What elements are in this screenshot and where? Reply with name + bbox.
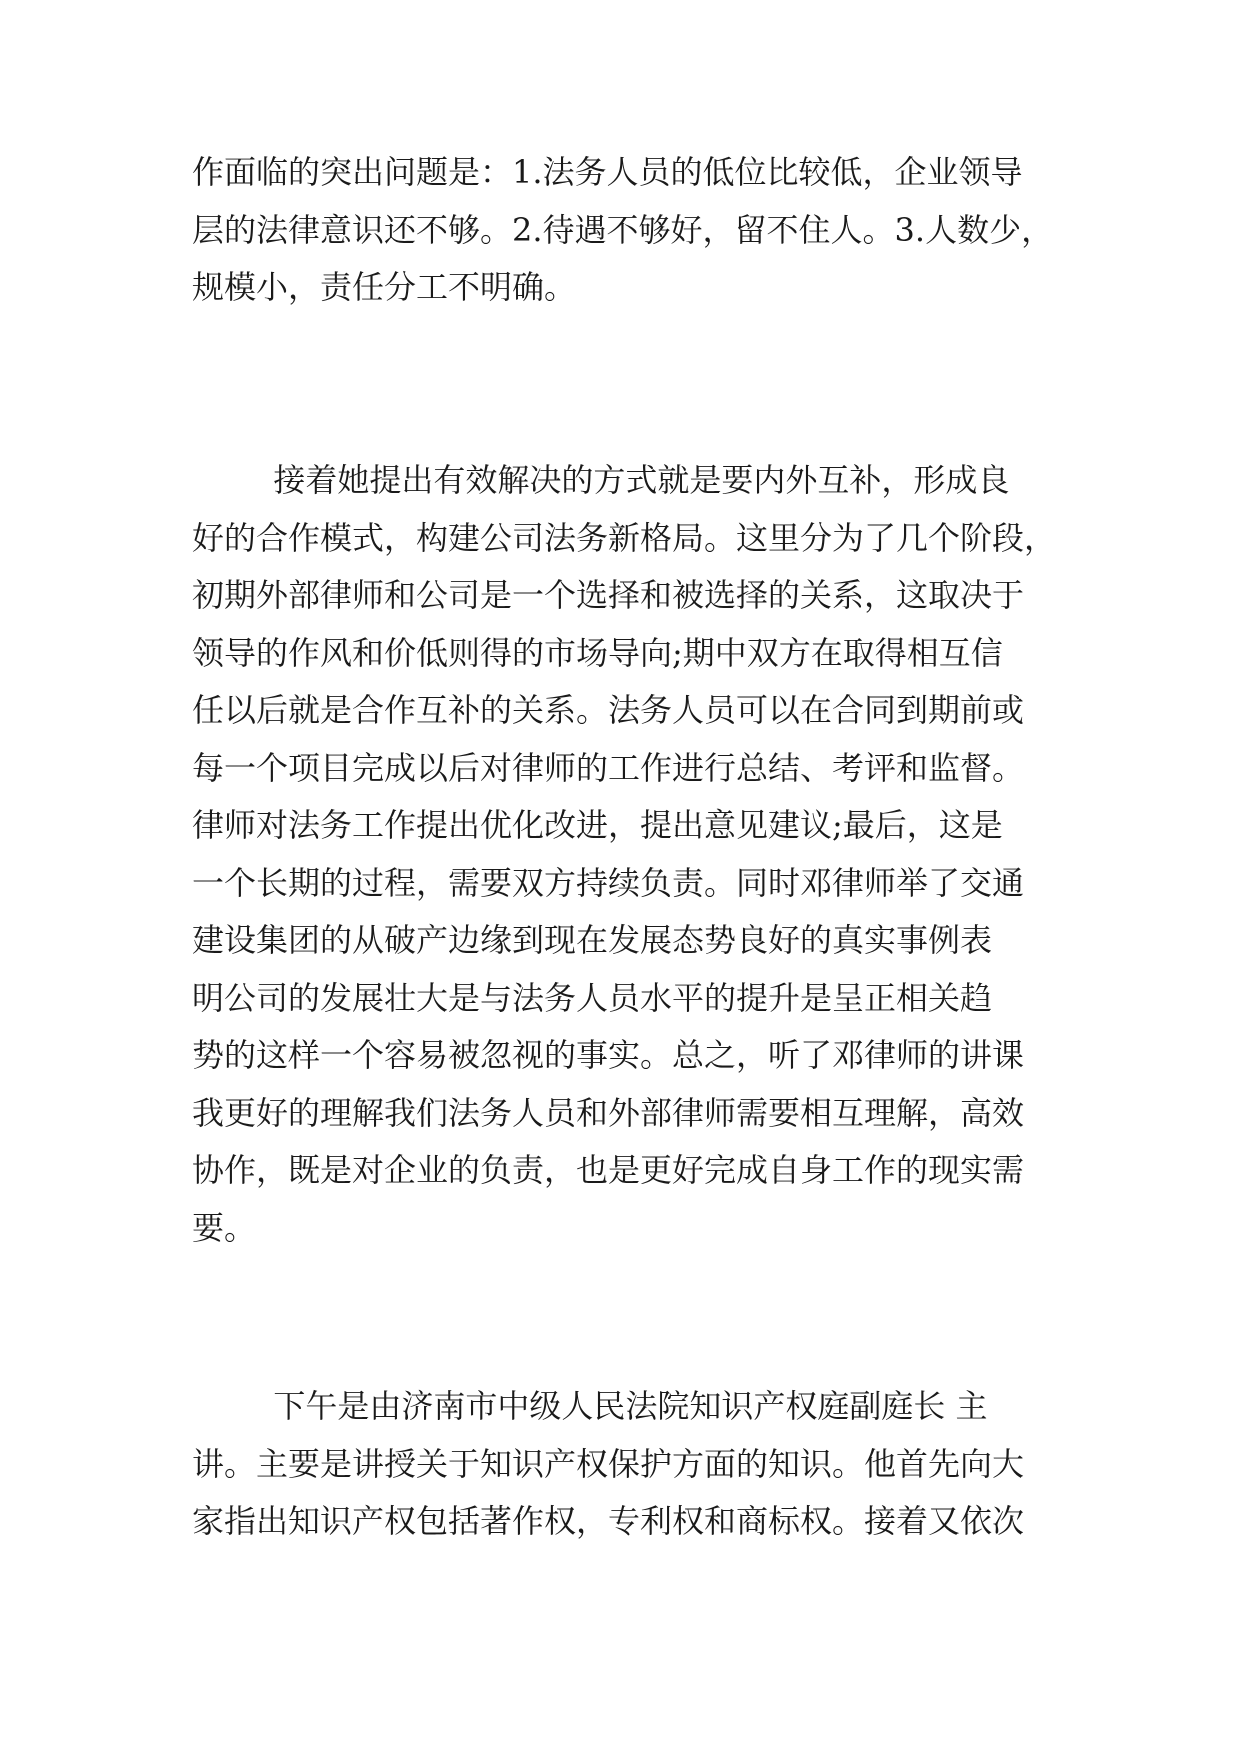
text-line: 作面临的突出问题是：1.法务人员的低位比较低，企业领导 [192, 153, 1023, 191]
text-line: 规模小，责任分工不明确。 [192, 268, 577, 306]
text-line: 势的这样一个容易被忽视的事实。总之，听了邓律师的讲课 [192, 1036, 1025, 1074]
paragraph-3 [192, 1378, 1052, 1551]
text-line: 初期外部律师和公司是一个选择和被选择的关系，这取决于 [192, 576, 1025, 614]
text-line: 好的合作模式，构建公司法务新格局。这里分为了几个阶段， [192, 518, 1057, 557]
text-line: 要。 [192, 1208, 257, 1247]
text-line: 律师对法务工作提出优化改进，提出意见建议;最后，这是 [192, 806, 1003, 844]
text-line: 下午是由济南市中级人民法院知识产权庭副庭长 主 [192, 1387, 988, 1425]
text-line: 接着她提出有效解决的方式就是要内外互补，形成良 [192, 461, 1010, 499]
text-line: 家指出知识产权包括著作权，专利权和商标权。接着又依次 [192, 1502, 1025, 1540]
text-line: 建设集团的从破产边缘到现在发展态势良好的真实事例表 [192, 921, 993, 959]
text-line: 协作，既是对企业的负责，也是更好完成自身工作的现实需 [192, 1151, 1025, 1189]
text-line: 明公司的发展壮大是与法务人员水平的提升是呈正相关趋 [192, 978, 993, 1017]
text-line: 我更好的理解我们法务人员和外部律师需要相互理解，高效 [192, 1093, 1025, 1132]
paragraph-2 [192, 452, 1057, 1257]
text-line: 领导的作风和价低则得的市场导向;期中双方在取得相互信 [192, 633, 1003, 672]
text-line: 讲。主要是讲授关于知识产权保护方面的知识。他首先向大 [192, 1444, 1025, 1483]
text-line: 每一个项目完成以后对律师的工作进行总结、考评和监督。 [192, 748, 1025, 787]
text-line: 层的法律意识还不够。2.待遇不够好，留不住人。3.人数少， [192, 210, 1054, 249]
text-line: 一个长期的过程，需要双方持续负责。同时邓律师举了交通 [192, 863, 1025, 902]
paragraph-1 [192, 144, 1052, 317]
text-line: 任以后就是合作互补的关系。法务人员可以在合同到期前或 [192, 691, 1025, 729]
